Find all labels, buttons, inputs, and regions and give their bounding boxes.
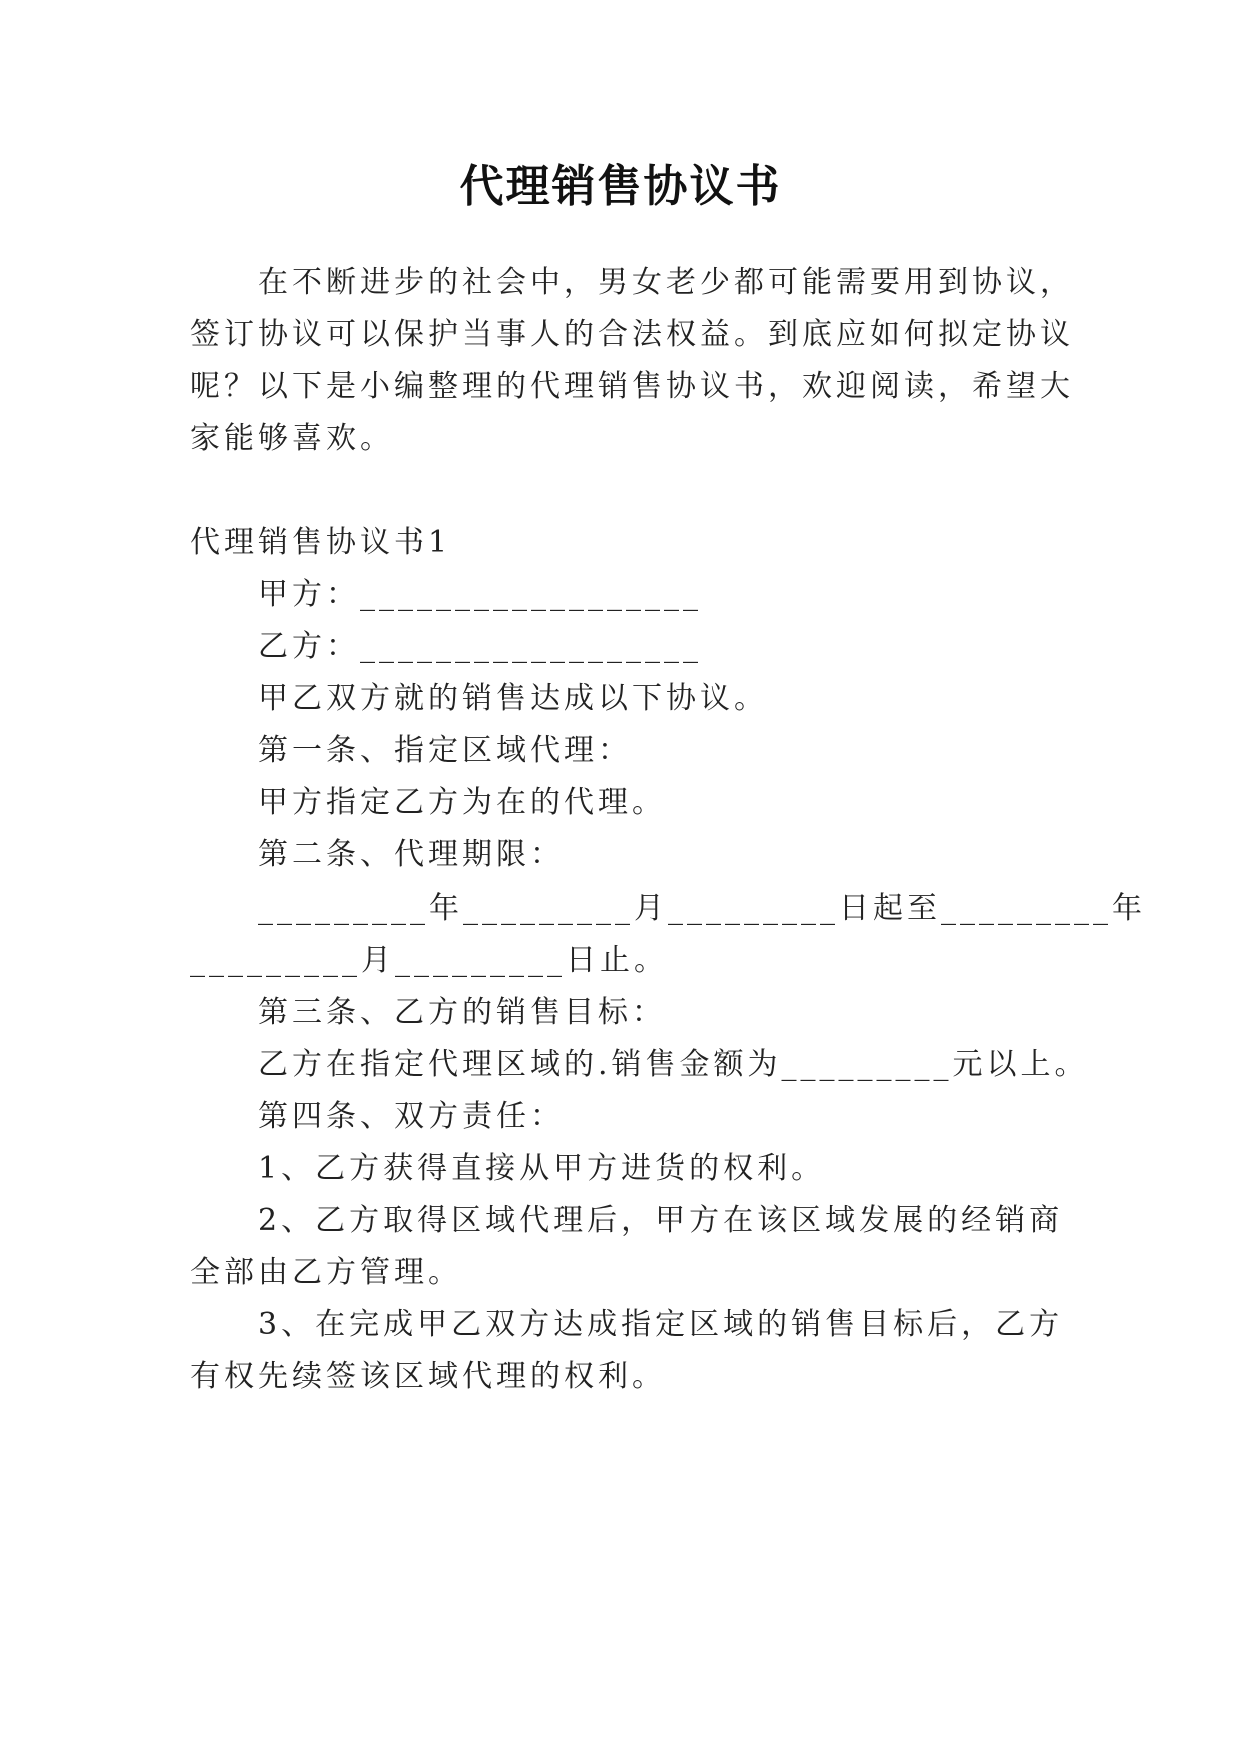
article-2-body-line-1: _________年_________月_________日起至_________年 xyxy=(258,891,1146,926)
article-3-heading: 第三条、乙方的销售目标： xyxy=(258,995,666,1030)
article-1-body: 甲方指定乙方为在的代理。 xyxy=(258,785,666,820)
intro-line-1: 在不断进步的社会中，男女老少都可能需要用到协议， xyxy=(258,265,1074,300)
duty-2-line-2: 全部由乙方管理。 xyxy=(190,1255,462,1290)
article-2-heading: 第二条、代理期限： xyxy=(258,837,564,872)
party-a-line: 甲方：__________________ xyxy=(258,577,702,612)
intro-line-4: 家能够喜欢。 xyxy=(190,421,394,456)
article-4-heading: 第四条、双方责任： xyxy=(258,1099,564,1134)
intro-line-3: 呢？以下是小编整理的代理销售协议书，欢迎阅读，希望大 xyxy=(190,369,1074,404)
duty-3-line-2: 有权先续签该区域代理的权利。 xyxy=(190,1359,666,1394)
party-b-line: 乙方：__________________ xyxy=(258,629,702,664)
article-2-body-line-2: _________月_________日止。 xyxy=(190,943,668,978)
document-title: 代理销售协议书 xyxy=(459,161,782,212)
section-heading: 代理销售协议书1 xyxy=(190,525,452,560)
article-1-heading: 第一条、指定区域代理： xyxy=(258,733,632,768)
duty-1: 1、乙方获得直接从甲方进货的权利。 xyxy=(258,1151,826,1186)
article-3-body: 乙方在指定代理区域的.销售金额为_________元以上。 xyxy=(258,1047,1089,1082)
intro-line-2: 签订协议可以保护当事人的合法权益。到底应如何拟定协议 xyxy=(190,317,1074,352)
duty-2-line-1: 2、乙方取得区域代理后，甲方在该区域发展的经销商 xyxy=(258,1203,1064,1238)
agreement-line: 甲乙双方就的销售达成以下协议。 xyxy=(258,681,768,716)
duty-3-line-1: 3、在完成甲乙双方达成指定区域的销售目标后，乙方 xyxy=(258,1307,1064,1342)
